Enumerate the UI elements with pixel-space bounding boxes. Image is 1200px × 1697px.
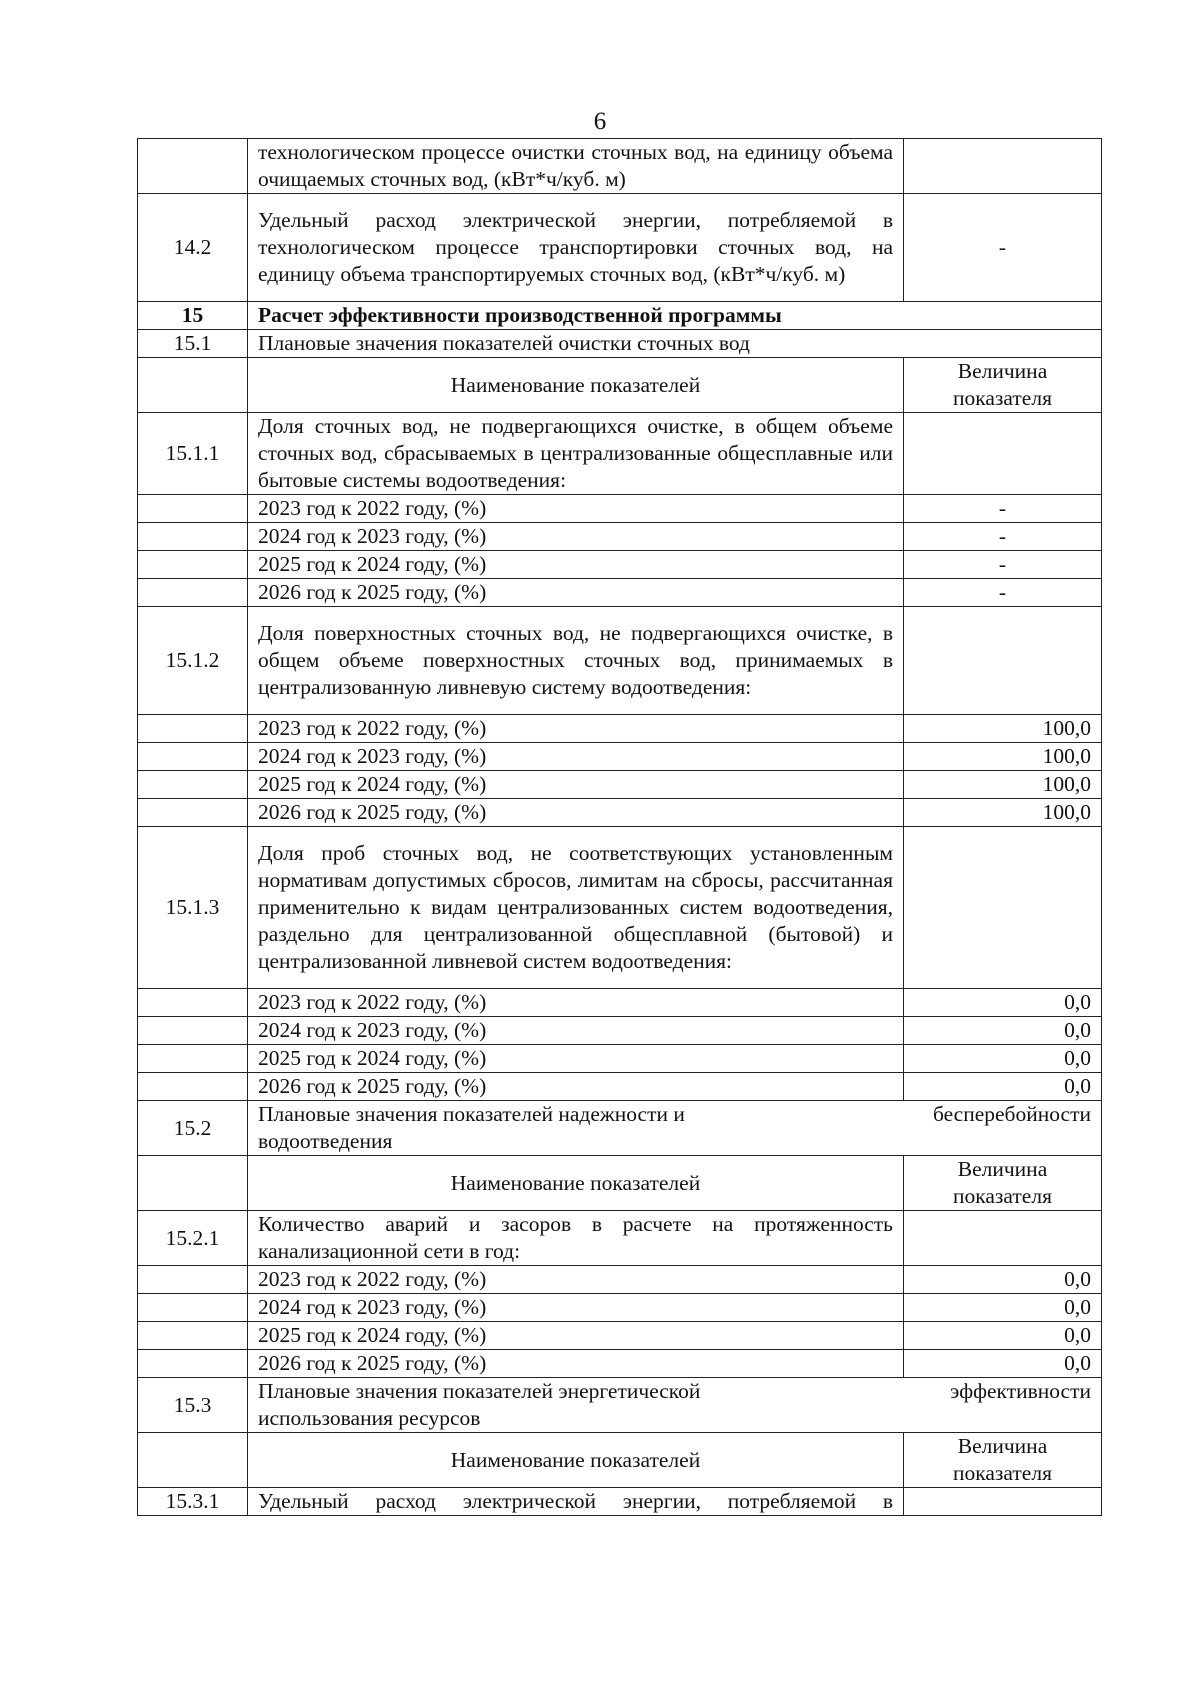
column-header-row bbox=[138, 1433, 1102, 1488]
row-number bbox=[138, 1322, 248, 1350]
row-text: 2026 год к 2025 году, (%) bbox=[248, 1073, 904, 1101]
subsection-title: Плановые значения показателей очистки сточных вод bbox=[248, 330, 1102, 358]
table-row bbox=[138, 495, 1102, 523]
row-number bbox=[138, 989, 248, 1017]
row-value: 0,0 bbox=[904, 1017, 1102, 1045]
subsection-title-line bbox=[258, 1101, 1091, 1128]
row-number: 15.2.1 bbox=[138, 1211, 248, 1266]
row-number bbox=[138, 1433, 248, 1488]
row-value: 100,0 bbox=[904, 799, 1102, 827]
subsection-row bbox=[138, 330, 1102, 358]
subsection-title-continuation: использования ресурсов bbox=[258, 1406, 481, 1430]
table-row bbox=[138, 551, 1102, 579]
row-number bbox=[138, 523, 248, 551]
row-text: 2026 год к 2025 году, (%) bbox=[248, 799, 904, 827]
indicators-table bbox=[137, 138, 1102, 1516]
row-text: 2023 год к 2022 году, (%) bbox=[248, 715, 904, 743]
table-row bbox=[138, 743, 1102, 771]
row-text: технологическом процессе очистки сточных вод, на единицу объема очищаемых сточных вод, (кВт*ч/куб. м) bbox=[248, 139, 904, 194]
row-value: - bbox=[904, 523, 1102, 551]
row-text: 2023 год к 2022 году, (%) bbox=[248, 989, 904, 1017]
subsection-title: Плановые значения показателей энергетической bbox=[258, 1379, 701, 1403]
section-header-row bbox=[138, 302, 1102, 330]
row-text: 2024 год к 2023 году, (%) bbox=[248, 1017, 904, 1045]
row-value: - bbox=[904, 579, 1102, 607]
row-text: Доля сточных вод, не подвергающихся очистке, в общем объеме сточных вод, сбрасываемых в централизованные общесплавные или бытовые системы водоотведения: bbox=[248, 413, 904, 495]
row-number: 15.1 bbox=[138, 330, 248, 358]
row-number bbox=[138, 1073, 248, 1101]
table-row bbox=[138, 194, 1102, 302]
row-text: 2025 год к 2024 году, (%) bbox=[248, 551, 904, 579]
row-number bbox=[138, 1045, 248, 1073]
row-text: Удельный расход электрической энергии, потребляемой в технологическом процессе транспортировки сточных вод, на единицу объема транспортируемых сточных вод, (кВт*ч/куб. м) bbox=[248, 194, 904, 302]
column-header-name: Наименование показателей bbox=[248, 1433, 904, 1488]
table-row bbox=[138, 1350, 1102, 1378]
row-text: 2023 год к 2022 году, (%) bbox=[248, 495, 904, 523]
row-value: 0,0 bbox=[904, 1350, 1102, 1378]
row-text: 2023 год к 2022 году, (%) bbox=[248, 1266, 904, 1294]
table-row bbox=[138, 1322, 1102, 1350]
table-row bbox=[138, 989, 1102, 1017]
section-number: 15 bbox=[138, 302, 248, 330]
row-number: 14.2 bbox=[138, 194, 248, 302]
row-number bbox=[138, 743, 248, 771]
table-row bbox=[138, 413, 1102, 495]
row-text: Количество аварий и засоров в расчете на протяженность канализационной сети в год: bbox=[248, 1211, 904, 1266]
row-number: 15.1.3 bbox=[138, 827, 248, 989]
row-text: 2025 год к 2024 году, (%) bbox=[248, 771, 904, 799]
table-row bbox=[138, 1266, 1102, 1294]
row-value: 0,0 bbox=[904, 1045, 1102, 1073]
row-value: 100,0 bbox=[904, 715, 1102, 743]
subsection-title: Плановые значения показателей надежности и bbox=[258, 1102, 685, 1126]
row-value: 0,0 bbox=[904, 989, 1102, 1017]
column-header-value: Величина показателя bbox=[904, 1156, 1102, 1211]
row-number bbox=[138, 139, 248, 194]
subsection-row bbox=[138, 1101, 1102, 1156]
row-text: 2026 год к 2025 году, (%) bbox=[248, 579, 904, 607]
table-row bbox=[138, 1017, 1102, 1045]
row-text: Доля проб сточных вод, не соответствующих установленным нормативам допустимых сбросов, лимитам на сбросы, рассчитанная применительно к видам централизованных систем водоотведения, раздельно для централизованной общесплавной (бытовой) и централизованной ливневой систем водоотведения: bbox=[248, 827, 904, 989]
column-header-name: Наименование показателей bbox=[248, 1156, 904, 1211]
row-text: 2026 год к 2025 году, (%) bbox=[248, 1350, 904, 1378]
column-header-value: Величина показателя bbox=[904, 1433, 1102, 1488]
row-value: 100,0 bbox=[904, 743, 1102, 771]
row-text: 2025 год к 2024 году, (%) bbox=[248, 1045, 904, 1073]
subsection-title-continuation: водоотведения bbox=[258, 1129, 393, 1153]
table-row bbox=[138, 607, 1102, 715]
row-number bbox=[138, 495, 248, 523]
table-row bbox=[138, 523, 1102, 551]
row-number bbox=[138, 579, 248, 607]
column-header-row bbox=[138, 358, 1102, 413]
row-number: 15.3 bbox=[138, 1378, 248, 1433]
subsection-row bbox=[138, 1378, 1102, 1433]
page-number: 6 bbox=[593, 108, 607, 135]
row-number bbox=[138, 799, 248, 827]
table-row bbox=[138, 827, 1102, 989]
subsection-title-tail: бесперебойности bbox=[932, 1102, 1091, 1126]
row-number bbox=[138, 715, 248, 743]
row-value: - bbox=[904, 551, 1102, 579]
table-row bbox=[138, 1073, 1102, 1101]
row-number bbox=[138, 1294, 248, 1322]
subsection-title-cell bbox=[248, 1101, 1102, 1156]
row-value: - bbox=[904, 194, 1102, 302]
section-title: Расчет эффективности производственной программы bbox=[248, 302, 1102, 330]
row-value: 0,0 bbox=[904, 1294, 1102, 1322]
row-value: 0,0 bbox=[904, 1322, 1102, 1350]
table-row bbox=[138, 799, 1102, 827]
table-row bbox=[138, 771, 1102, 799]
table-row bbox=[138, 579, 1102, 607]
row-number bbox=[138, 1156, 248, 1211]
row-number: 15.2 bbox=[138, 1101, 248, 1156]
table-row bbox=[138, 1488, 1102, 1516]
row-value: 0,0 bbox=[904, 1266, 1102, 1294]
row-value: 100,0 bbox=[904, 771, 1102, 799]
row-value bbox=[904, 1211, 1102, 1266]
row-value: 0,0 bbox=[904, 1073, 1102, 1101]
row-text: 2024 год к 2023 году, (%) bbox=[248, 1294, 904, 1322]
row-number bbox=[138, 1017, 248, 1045]
row-number: 15.3.1 bbox=[138, 1488, 248, 1516]
row-value bbox=[904, 827, 1102, 989]
subsection-title-tail: эффективности bbox=[950, 1379, 1091, 1403]
table-row bbox=[138, 1294, 1102, 1322]
row-number: 15.1.1 bbox=[138, 413, 248, 495]
table-row bbox=[138, 1211, 1102, 1266]
row-value bbox=[904, 607, 1102, 715]
row-number bbox=[138, 551, 248, 579]
table-row bbox=[138, 715, 1102, 743]
row-text: 2024 год к 2023 году, (%) bbox=[248, 743, 904, 771]
row-text: 2024 год к 2023 году, (%) bbox=[248, 523, 904, 551]
column-header-row bbox=[138, 1156, 1102, 1211]
subsection-title-line bbox=[258, 1378, 1091, 1405]
row-text: 2025 год к 2024 году, (%) bbox=[248, 1322, 904, 1350]
row-number: 15.1.2 bbox=[138, 607, 248, 715]
table-row bbox=[138, 139, 1102, 194]
row-number bbox=[138, 1266, 248, 1294]
row-value: - bbox=[904, 495, 1102, 523]
row-value bbox=[904, 139, 1102, 194]
row-value bbox=[904, 413, 1102, 495]
column-header-value: Величина показателя bbox=[904, 358, 1102, 413]
table-row bbox=[138, 1045, 1102, 1073]
column-header-name: Наименование показателей bbox=[248, 358, 904, 413]
row-number bbox=[138, 771, 248, 799]
row-number bbox=[138, 1350, 248, 1378]
row-value bbox=[904, 1488, 1102, 1516]
row-number bbox=[138, 358, 248, 413]
row-text: Доля поверхностных сточных вод, не подвергающихся очистке, в общем объеме поверхностных сточных вод, принимаемых в централизованную ливневую систему водоотведения: bbox=[248, 607, 904, 715]
row-text: Удельный расход электрической энергии, потребляемой в bbox=[248, 1488, 904, 1516]
subsection-title-cell bbox=[248, 1378, 1102, 1433]
